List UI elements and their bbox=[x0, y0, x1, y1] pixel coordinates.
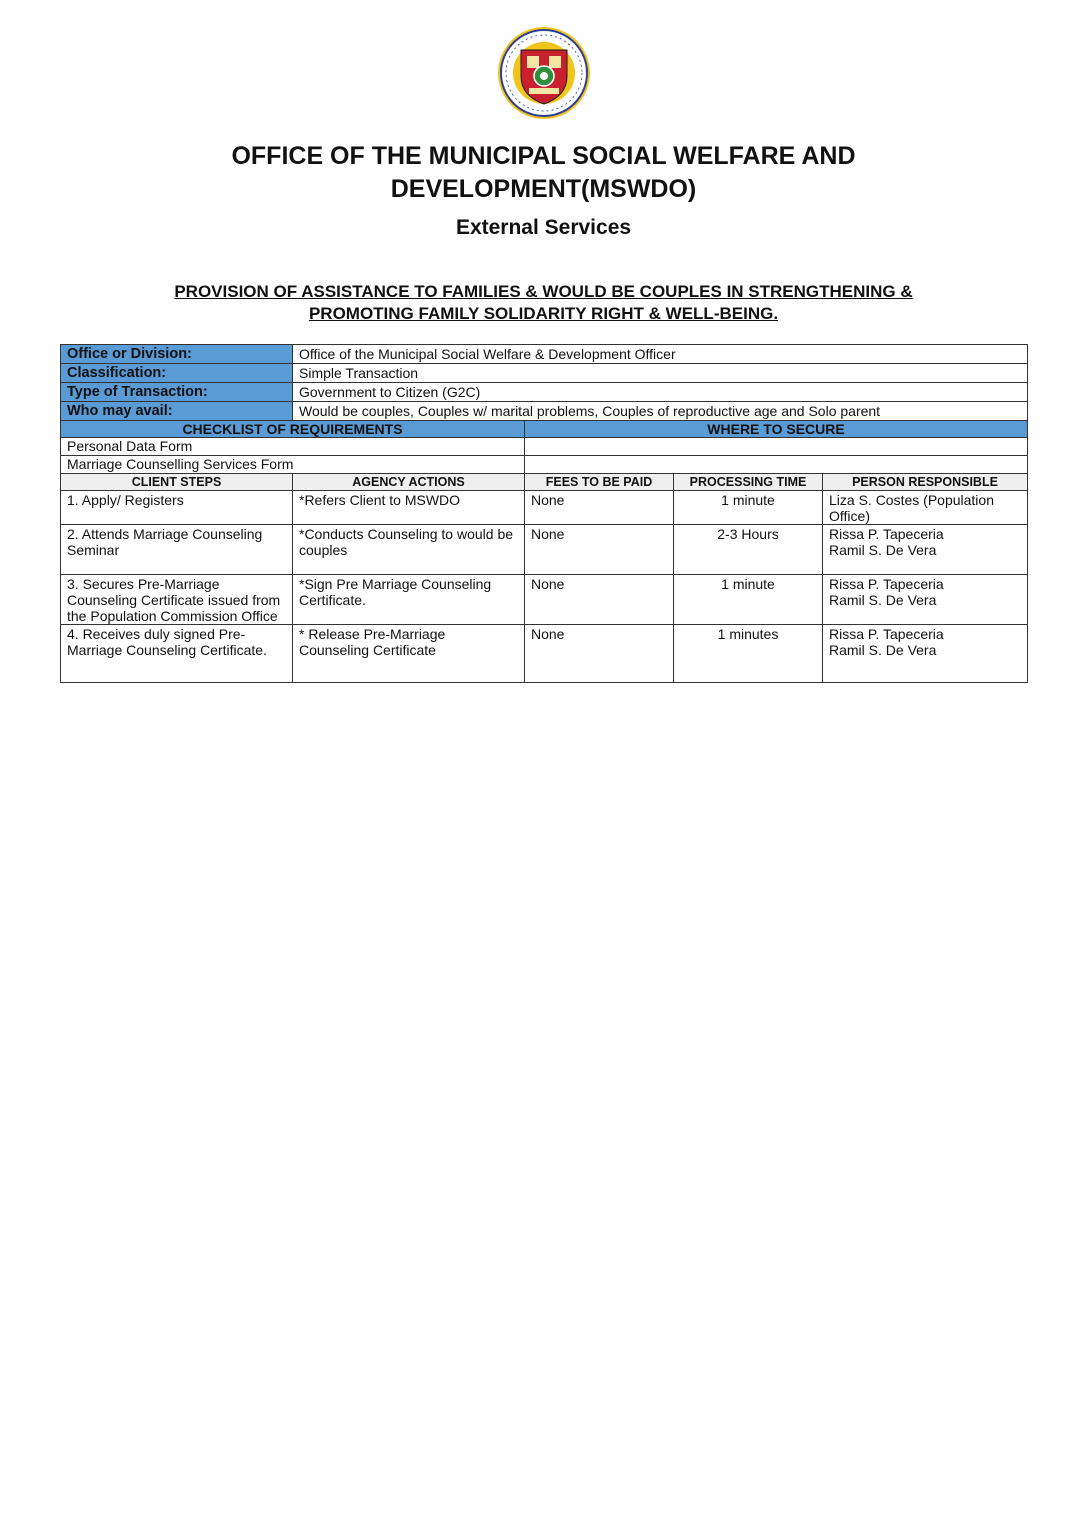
steps-header-row bbox=[61, 474, 1028, 491]
info-row-transaction-type bbox=[61, 383, 1028, 402]
client-step: 2. Attends Marriage Counseling Seminar bbox=[61, 525, 293, 575]
requirement-where bbox=[525, 438, 1028, 456]
table-row bbox=[61, 575, 1028, 625]
column-header-client-steps: CLIENT STEPS bbox=[61, 474, 293, 491]
info-value: Office of the Municipal Social Welfare & Development Officer bbox=[293, 345, 1028, 364]
fee: None bbox=[525, 575, 674, 625]
processing-time: 1 minute bbox=[674, 491, 823, 525]
agency-action: *Refers Client to MSWDO bbox=[293, 491, 525, 525]
table-row bbox=[61, 625, 1028, 683]
info-label: Classification: bbox=[61, 364, 293, 383]
person-name: Ramil S. De Vera bbox=[829, 592, 937, 608]
office-title-line-1: OFFICE OF THE MUNICIPAL SOCIAL WELFARE AND bbox=[231, 142, 856, 170]
requirement-item: Personal Data Form bbox=[61, 438, 525, 456]
service-title-line-1: PROVISION OF ASSISTANCE TO FAMILIES & WOULD BE COUPLES IN STRENGTHENING & bbox=[174, 282, 913, 301]
info-label: Type of Transaction: bbox=[61, 383, 293, 402]
requirement-where bbox=[525, 456, 1028, 474]
info-value: Simple Transaction bbox=[293, 364, 1028, 383]
person-name: Rissa P. Tapeceria bbox=[829, 626, 944, 642]
column-header-fees: FEES TO BE PAID bbox=[525, 474, 674, 491]
info-value: Government to Citizen (G2C) bbox=[293, 383, 1028, 402]
fee: None bbox=[525, 625, 674, 683]
municipal-seal-icon bbox=[497, 26, 591, 120]
info-label: Office or Division: bbox=[61, 345, 293, 364]
requirement-item: Marriage Counselling Services Form bbox=[61, 456, 525, 474]
services-subtitle: External Services bbox=[455, 216, 632, 239]
fee: None bbox=[525, 525, 674, 575]
column-header-person-responsible: PERSON RESPONSIBLE bbox=[823, 474, 1028, 491]
checklist-requirements-header: CHECKLIST OF REQUIREMENTS bbox=[61, 421, 525, 438]
person-responsible bbox=[823, 625, 1028, 683]
office-title bbox=[0, 140, 1087, 206]
person-name: Rissa P. Tapeceria bbox=[829, 576, 944, 592]
requirement-row bbox=[61, 456, 1028, 474]
fee: None bbox=[525, 491, 674, 525]
client-step: 3. Secures Pre-Marriage Counseling Certificate issued from the Population Commission Office bbox=[61, 575, 293, 625]
info-label: Who may avail: bbox=[61, 402, 293, 421]
person-name: Rissa P. Tapeceria bbox=[829, 526, 944, 542]
person-name: Ramil S. De Vera bbox=[829, 542, 937, 558]
column-header-processing-time: PROCESSING TIME bbox=[674, 474, 823, 491]
checklist-header-row bbox=[61, 421, 1028, 438]
office-title-line-2: DEVELOPMENT(MSWDO) bbox=[390, 175, 697, 203]
processing-time: 2-3 Hours bbox=[674, 525, 823, 575]
person-responsible: Liza S. Costes (Population Office) bbox=[823, 491, 1028, 525]
info-row-classification bbox=[61, 364, 1028, 383]
client-step: 4. Receives duly signed Pre-Marriage Counseling Certificate. bbox=[61, 625, 293, 683]
agency-action: * Release Pre-Marriage Counseling Certificate bbox=[293, 625, 525, 683]
service-title-line-2: PROMOTING FAMILY SOLIDARITY RIGHT & WELL-BEING. bbox=[308, 304, 779, 323]
info-value: Would be couples, Couples w/ marital problems, Couples of reproductive age and Solo parent bbox=[293, 402, 1028, 421]
service-title bbox=[120, 281, 967, 325]
service-table bbox=[60, 344, 1028, 683]
requirement-row bbox=[61, 438, 1028, 456]
agency-action: *Sign Pre Marriage Counseling Certificate. bbox=[293, 575, 525, 625]
person-responsible bbox=[823, 525, 1028, 575]
agency-action: *Conducts Counseling to would be couples bbox=[293, 525, 525, 575]
table-row bbox=[61, 491, 1028, 525]
table-row bbox=[61, 525, 1028, 575]
processing-time: 1 minutes bbox=[674, 625, 823, 683]
client-step: 1. Apply/ Registers bbox=[61, 491, 293, 525]
info-row-office bbox=[61, 345, 1028, 364]
checklist-where-header: WHERE TO SECURE bbox=[525, 421, 1028, 438]
person-name: Ramil S. De Vera bbox=[829, 642, 937, 658]
processing-time: 1 minute bbox=[674, 575, 823, 625]
column-header-agency-actions: AGENCY ACTIONS bbox=[293, 474, 525, 491]
person-responsible bbox=[823, 575, 1028, 625]
info-row-who-may-avail bbox=[61, 402, 1028, 421]
